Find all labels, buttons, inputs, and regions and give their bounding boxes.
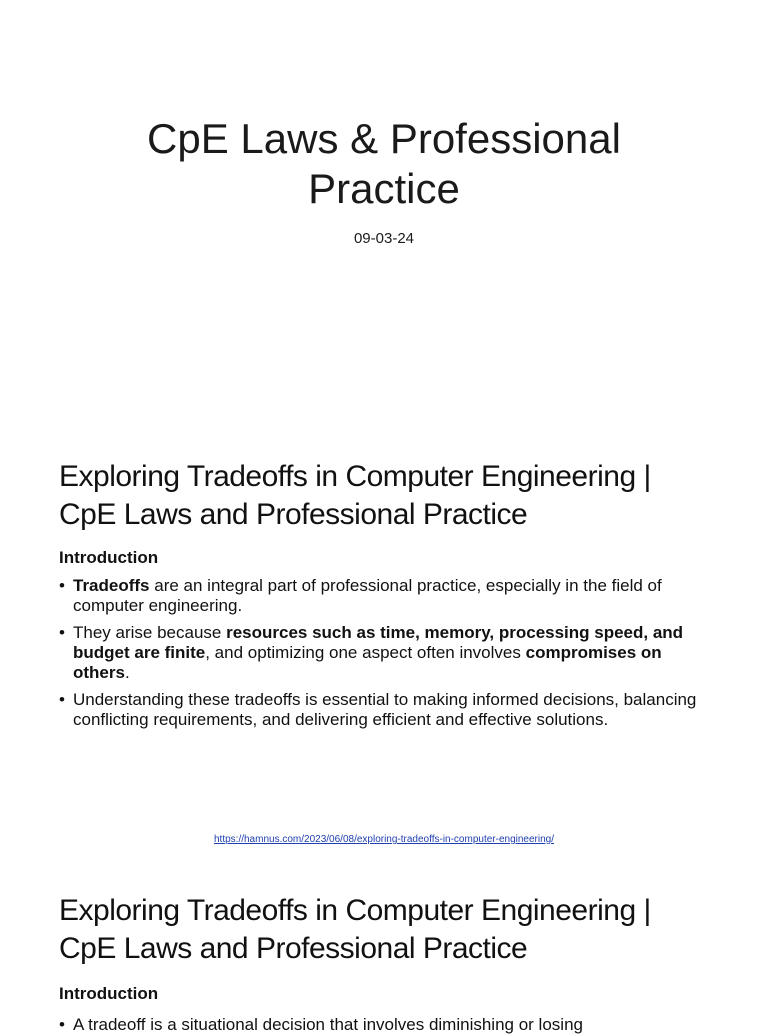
bullet-text: Understanding these tradeoffs is essential to making informed decisions, balancing conflicting requirements, and delivering efficient and effective solutions. xyxy=(73,690,697,729)
bullet-text: They arise because xyxy=(73,623,227,642)
bullet-text: , and optimizing one aspect often involves xyxy=(205,643,526,662)
section-label-introduction: Introduction xyxy=(59,984,159,1003)
presentation-date: 09-03-24 xyxy=(353,230,415,247)
bullet-bold-text: Tradeoffs xyxy=(73,576,150,595)
bullet-bold-text: resources such as time, memory, processing speed, and budget are finite xyxy=(73,623,684,662)
content-slide-1 xyxy=(0,432,768,864)
presentation-title-line-2: Practice xyxy=(308,165,460,212)
bullet-list xyxy=(59,576,719,737)
source-link[interactable]: https://hamnus.com/2023/06/08/exploring-tradeoffs-in-computer-engineering/ xyxy=(213,834,554,845)
slide-heading-line-1: Exploring Tradeoffs in Computer Engineering | xyxy=(59,460,651,493)
slide-heading-line-2: CpE Laws and Professional Practice xyxy=(59,498,528,531)
bullet-item-tradeoffs xyxy=(59,576,719,616)
presentation-title xyxy=(0,114,768,214)
slide-heading xyxy=(59,458,739,534)
bullet-item-understanding xyxy=(59,690,719,730)
presentation-title-line-1: CpE Laws & Professional xyxy=(147,115,621,162)
bullet-text: are an integral part of professional practice, especially in the field of computer engineering. xyxy=(73,576,662,615)
title-slide xyxy=(0,0,768,432)
slide-heading-line-2: CpE Laws and Professional Practice xyxy=(59,932,528,965)
content-slide-2 xyxy=(0,864,768,1034)
slide-heading-line-1: Exploring Tradeoffs in Computer Engineering | xyxy=(59,894,651,927)
slide-heading xyxy=(59,892,739,968)
bullet-text: . xyxy=(124,663,130,682)
bullet-item-partial: • A tradeoff is a situational decision that involves diminishing or losing xyxy=(59,1015,753,1035)
bullet-bold-text: compromises on others xyxy=(73,643,662,682)
bullet-item-resources xyxy=(59,623,719,683)
section-label-introduction: Introduction xyxy=(59,548,159,567)
